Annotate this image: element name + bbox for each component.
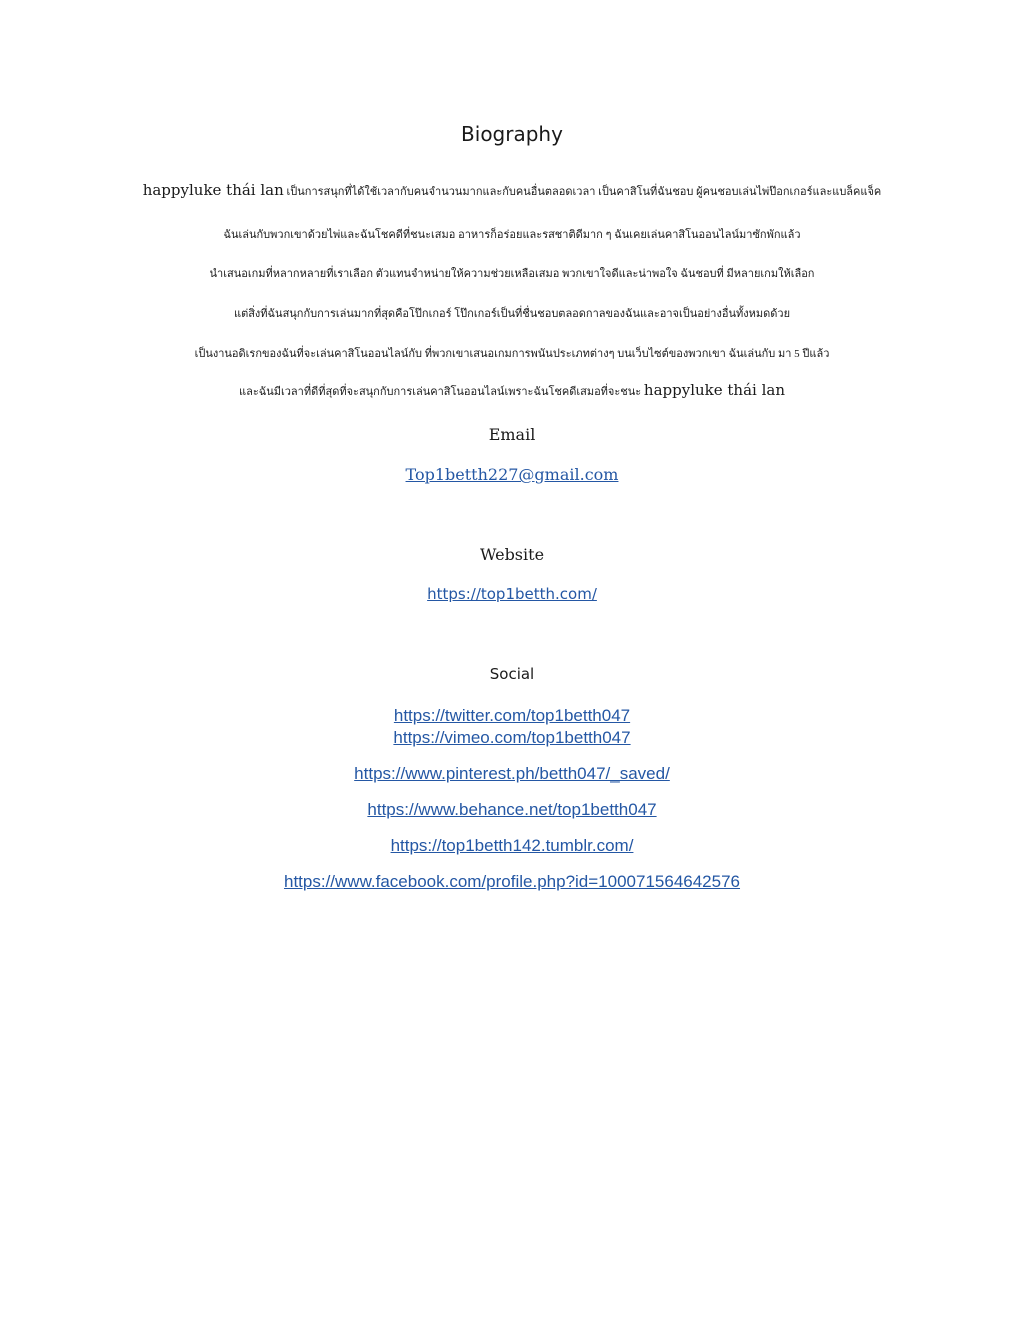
bio-line-5 — [0, 344, 1024, 362]
email-link[interactable]: Top1betth227@gmail.com — [405, 465, 619, 484]
bio-line-text: นำเสนอเกมที่หลากหลายที่เราเลือก ตัวแทนจำหน่ายให้ความช่วยเหลือเสมอ พวกเขาใจดีและน่าพอใจ ฉันชอบที่ มีหลายเกมให้เลือก — [209, 268, 815, 280]
social-link-twitter[interactable]: https://twitter.com/top1betth047 — [393, 706, 631, 725]
website-label: Website — [479, 545, 545, 564]
bio-line-text: ฉันเล่นกับพวกเขาด้วยไพ่และฉันโชคดีที่ชนะเสมอ อาหารก็อร่อยและรสชาติดีมาก ๆ ฉันเคยเล่นคาสิโนออนไลน์มาซักพักแล้ว — [223, 229, 801, 241]
email-label: Email — [488, 425, 536, 444]
page-title: Biography — [461, 122, 563, 146]
bio-line-3 — [0, 264, 1024, 282]
bio-line-text: และฉันมีเวลาที่ดีที่สุดที่จะสนุกกับการเล่นคาสิโนออนไลน์เพราะฉันโชคดีเสมอที่จะชนะ — [238, 386, 644, 398]
bio-line-4 — [0, 304, 1024, 322]
bio-line-1 — [0, 181, 1024, 200]
website-row — [0, 585, 1024, 604]
social-link-behance[interactable]: https://www.behance.net/top1betth047 — [367, 800, 657, 819]
bio-line-text: เป็นงานอดิเรกของฉันที่จะเล่นคาสิโนออนไลน์กับ ที่พวกเขาเสนอเกมการพนันประเภทต่างๆ บนเว็บไซต์ของพวกเขา ฉันเล่นกับ มา 5 ปีแล้ว — [194, 348, 830, 360]
bio-line-6 — [0, 381, 1024, 400]
bio-line-tail: happyluke thái lan — [643, 381, 785, 399]
social-link-tumblr[interactable]: https://top1betth142.tumblr.com/ — [390, 836, 634, 855]
bio-line-lead: happyluke thái lan — [142, 181, 284, 199]
social-link-facebook[interactable]: https://www.facebook.com/profile.php?id=100071564642576 — [283, 872, 741, 891]
website-link[interactable]: https://top1betth.com/ — [427, 585, 597, 603]
social-label: Social — [489, 665, 535, 683]
social-row — [0, 764, 1024, 784]
social-link-pinterest[interactable]: https://www.pinterest.ph/betth047/_saved/ — [354, 764, 670, 783]
bio-line-2 — [0, 225, 1024, 243]
bio-line-text: เป็นการสนุกที่ได้ใช้เวลากับคนจำนวนมากและกับคนอื่นตลอดเวลา เป็นคาสิโนที่ฉันชอบ ผู้คนชอบเล่นไพ่ป๊อกเกอร์และแบล็คแจ็ค — [283, 186, 882, 198]
social-row — [0, 706, 1024, 726]
email-row — [0, 465, 1024, 485]
bio-line-text: แต่สิ่งที่ฉันสนุกกับการเล่นมากที่สุดคือโป๊กเกอร์ โป๊กเกอร์เป็นที่ชื่นชอบตลอดกาลของฉันและอาจเป็นอย่างอื่นทั้งหมดด้วย — [233, 308, 791, 320]
social-row — [0, 872, 1024, 892]
social-row — [0, 728, 1024, 748]
social-row — [0, 836, 1024, 856]
social-link-vimeo[interactable]: https://vimeo.com/top1betth047 — [393, 728, 631, 747]
social-row — [0, 800, 1024, 820]
